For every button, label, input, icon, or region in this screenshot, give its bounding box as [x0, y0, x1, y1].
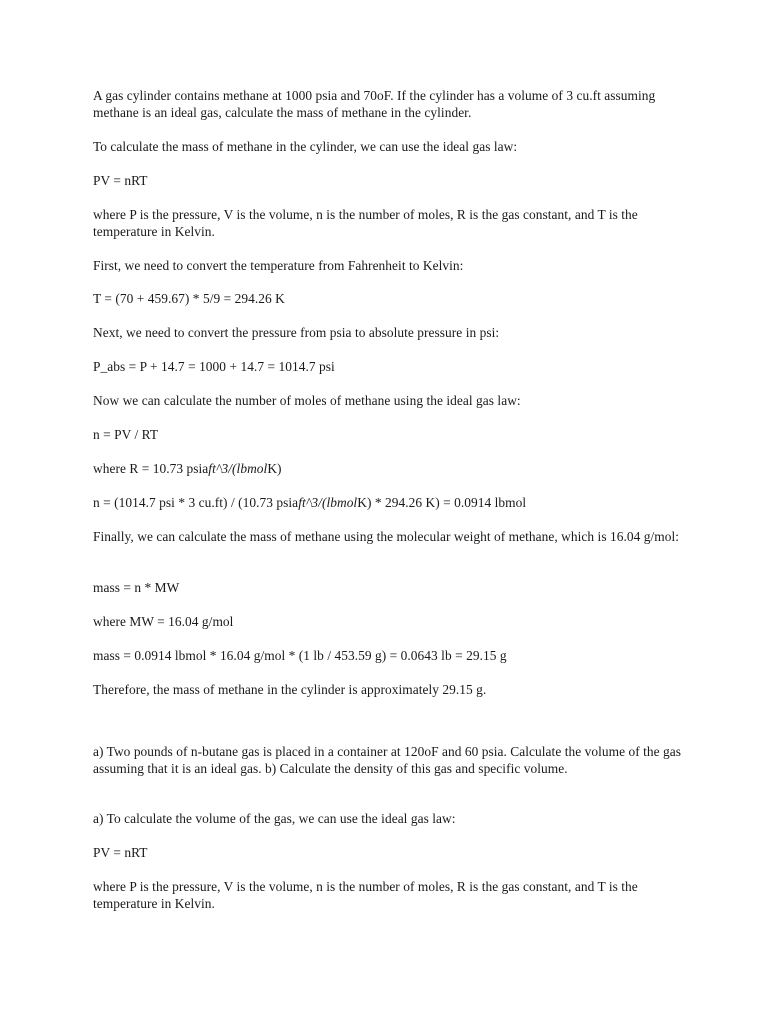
moles-calc-units-italic: ft^3/(lbmol: [298, 495, 358, 510]
variable-definitions-2: where P is the pressure, V is the volume, n is the number of moles, R is the gas constant, and T is the temperature in Kelvin.: [93, 879, 638, 911]
moles-calc-prefix: n = (1014.7 psi * 3 cu.ft) / (10.73 psia: [93, 495, 299, 510]
moles-calculation: [93, 495, 683, 512]
ideal-gas-intro: To calculate the mass of methane in the cylinder, we can use the ideal gas law:: [93, 139, 518, 154]
problem-1-statement: A gas cylinder contains methane at 1000 psia and 70oF. If the cylinder has a volume of 3 cu.ft assuming methane is an ideal gas, calculate the mass of methane in the cylinder.: [93, 88, 656, 120]
mass-equation: mass = n * MW: [93, 580, 180, 595]
gas-constant-suffix: K): [267, 461, 282, 476]
pressure-step-intro: Next, we need to convert the pressure from psia to absolute pressure in psi:: [93, 325, 500, 340]
molecular-weight-definition: where MW = 16.04 g/mol: [93, 614, 234, 629]
moles-step-intro: Now we can calculate the number of moles of methane using the ideal gas law:: [93, 393, 521, 408]
volume-step-intro: a) To calculate the volume of the gas, we can use the ideal gas law:: [93, 811, 456, 826]
temperature-step-intro: First, we need to convert the temperature from Fahrenheit to Kelvin:: [93, 258, 464, 273]
mass-step-intro: Finally, we can calculate the mass of methane using the molecular weight of methane, which is 16.04 g/mol:: [93, 529, 680, 544]
gas-constant-definition: [93, 461, 683, 478]
mass-calculation: mass = 0.0914 lbmol * 16.04 g/mol * (1 lb / 453.59 g) = 0.0643 lb = 29.15 g: [93, 648, 507, 663]
moles-calc-suffix: K) * 294.26 K) = 0.0914 lbmol: [357, 495, 527, 510]
problem-2-statement: a) Two pounds of n-butane gas is placed in a container at 120oF and 60 psia. Calculate the volume of the gas assuming that it is an ideal gas. b) Calculate the density of this gas and specific volume.: [93, 744, 682, 776]
ideal-gas-equation: PV = nRT: [93, 173, 148, 188]
moles-equation: n = PV / RT: [93, 427, 159, 442]
gas-constant-units-italic: ft^3/(lbmol: [208, 461, 268, 476]
problem-1-conclusion: Therefore, the mass of methane in the cylinder is approximately 29.15 g.: [93, 682, 487, 697]
gas-constant-prefix: where R = 10.73 psia: [93, 461, 209, 476]
ideal-gas-equation-2: PV = nRT: [93, 845, 148, 860]
pressure-conversion: P_abs = P + 14.7 = 1000 + 14.7 = 1014.7 psi: [93, 359, 335, 374]
temperature-conversion: T = (70 + 459.67) * 5/9 = 294.26 K: [93, 291, 285, 306]
variable-definitions: where P is the pressure, V is the volume, n is the number of moles, R is the gas constant, and T is the temperature in Kelvin.: [93, 207, 638, 239]
